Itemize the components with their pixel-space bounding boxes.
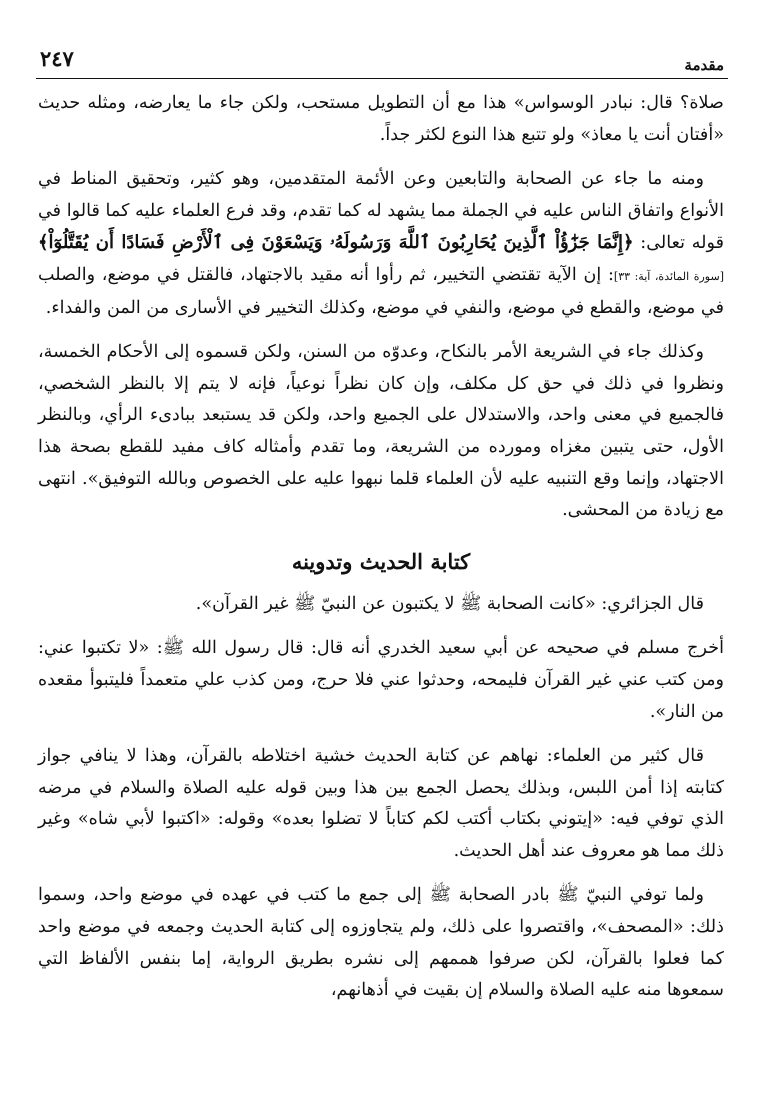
paragraph-4: قال الجزائري: «كانت الصحابة ﷺ لا يكتبون عن النبيّ ﷺ غير القرآن».	[195, 593, 704, 614]
paragraph-7: ولما توفي النبيّ ﷺ بادر الصحابة ﷺ إلى جمع ما كتب في عهده في موضع واحد، وسموا ذلك: «المصحف»، واقتصروا على ذلك، ولم يتجاوزوه إلى كتابة الحديث وجمعه في موضع واحد كما فعلوا بالقرآن، لكن صرفوا هممهم إلى نشره بطريق الرواية، إما بنفس الألفاظ التي سمعوها منه عليه الصلاة والسلام إن بقيت في أذهانهم،	[38, 885, 724, 1001]
paragraph-5: أخرج مسلم في صحيحه عن أبي سعيد الخدري أنه قال: قال رسول الله ﷺ: «لا تكتبوا عني: ومن كتب عني غير القرآن فليمحه، وحدثوا عني فلا حرج، ومن كذب علي متعمداً فليتبوأ مقعده من النار».	[38, 638, 724, 722]
paragraph-3: وكذلك جاء في الشريعة الأمر بالنكاح، وعدوّه من السنن، ولكن قسموه إلى الأحكام الخمسة، ونظروا في ذلك في حق كل مكلف، وإن كان نظراً نوعياً، فإنه لا يتم إلا بالنظر الشخصي، فالجميع في معنى واحد، والاستدلال على الجميع واحد، ولكن قد يستبعد ببادىء الرأي، وبالنظر الأول، حتى يتبين مغزاه ومورده من الشريعة، وما تقدم وأمثاله كاف مفيد للقطع بصحة هذا الاجتهاد، وإنما وقع التنبيه عليه لأن العلماء قلما نبهوا عليه على الخصوص وبالله التوفيق». انتهى مع زيادة من المحشى.	[38, 342, 724, 521]
quran-verse: ﴿إِنَّمَا جَزَٰٓؤُاْ ٱلَّذِينَ يُحَارِبُونَ ٱللَّهَ وَرَسُولَهُۥ وَيَسْعَوْنَ فِى ٱلْأَرْضِ فَسَادًا أَن يُقَتَّلُوٓاْ﴾	[38, 232, 634, 254]
verse-reference: [سورة المائدة، آية: ٣٣]	[613, 269, 724, 283]
paragraph-2	[38, 164, 724, 324]
running-title: مقدمة	[684, 56, 724, 74]
section-heading: كتابة الحديث وتدوينه	[291, 548, 471, 574]
paragraph-2-start: ومنه ما جاء عن الصحابة والتابعين وعن الأئمة المتقدمين، وهو كثير، وتحقيق المناط في الأنواع واتفاق الناس عليه في الجملة مما يشهد له كما تقدم، وقد فرع العلماء عليه كما قالوا في قوله تعالى:	[38, 169, 724, 254]
body-text	[38, 88, 724, 1020]
paragraph-2-end: : إن الآية تقتضي التخيير، ثم رأوا أنه مقيد بالاجتهاد، فالقتل في موضع، والصلب في موضع، والقطع في موضع، والنفي في موضع، وكذلك التخيير في الأسارى من المن والفداء.	[38, 264, 724, 318]
page-number: ٢٤٧	[40, 46, 74, 71]
page-header	[36, 38, 728, 79]
paragraph-1: صلاة؟ قال: نبادر الوسواس» هذا مع أن التطويل مستحب، ولكن جاء ما يعارضه، ومثله حديث «أفتان أنت يا معاذ» ولو تتبع هذا النوع لكثر جداً.	[38, 93, 724, 145]
paragraph-6: قال كثير من العلماء: نهاهم عن كتابة الحديث خشية اختلاطه بالقرآن، وهذا لا ينافي جواز كتابته إذا أمن اللبس، وبذلك يحصل الجمع بين هذا وبين قوله عليه الصلاة والسلام في مرضه الذي توفي فيه: «إيتوني بكتاب أكتب لكم كتاباً لا تضلوا بعده» وقوله: «اكتبوا لأبي شاه» وغير ذلك مما هو معروف عند أهل الحديث.	[38, 746, 724, 861]
